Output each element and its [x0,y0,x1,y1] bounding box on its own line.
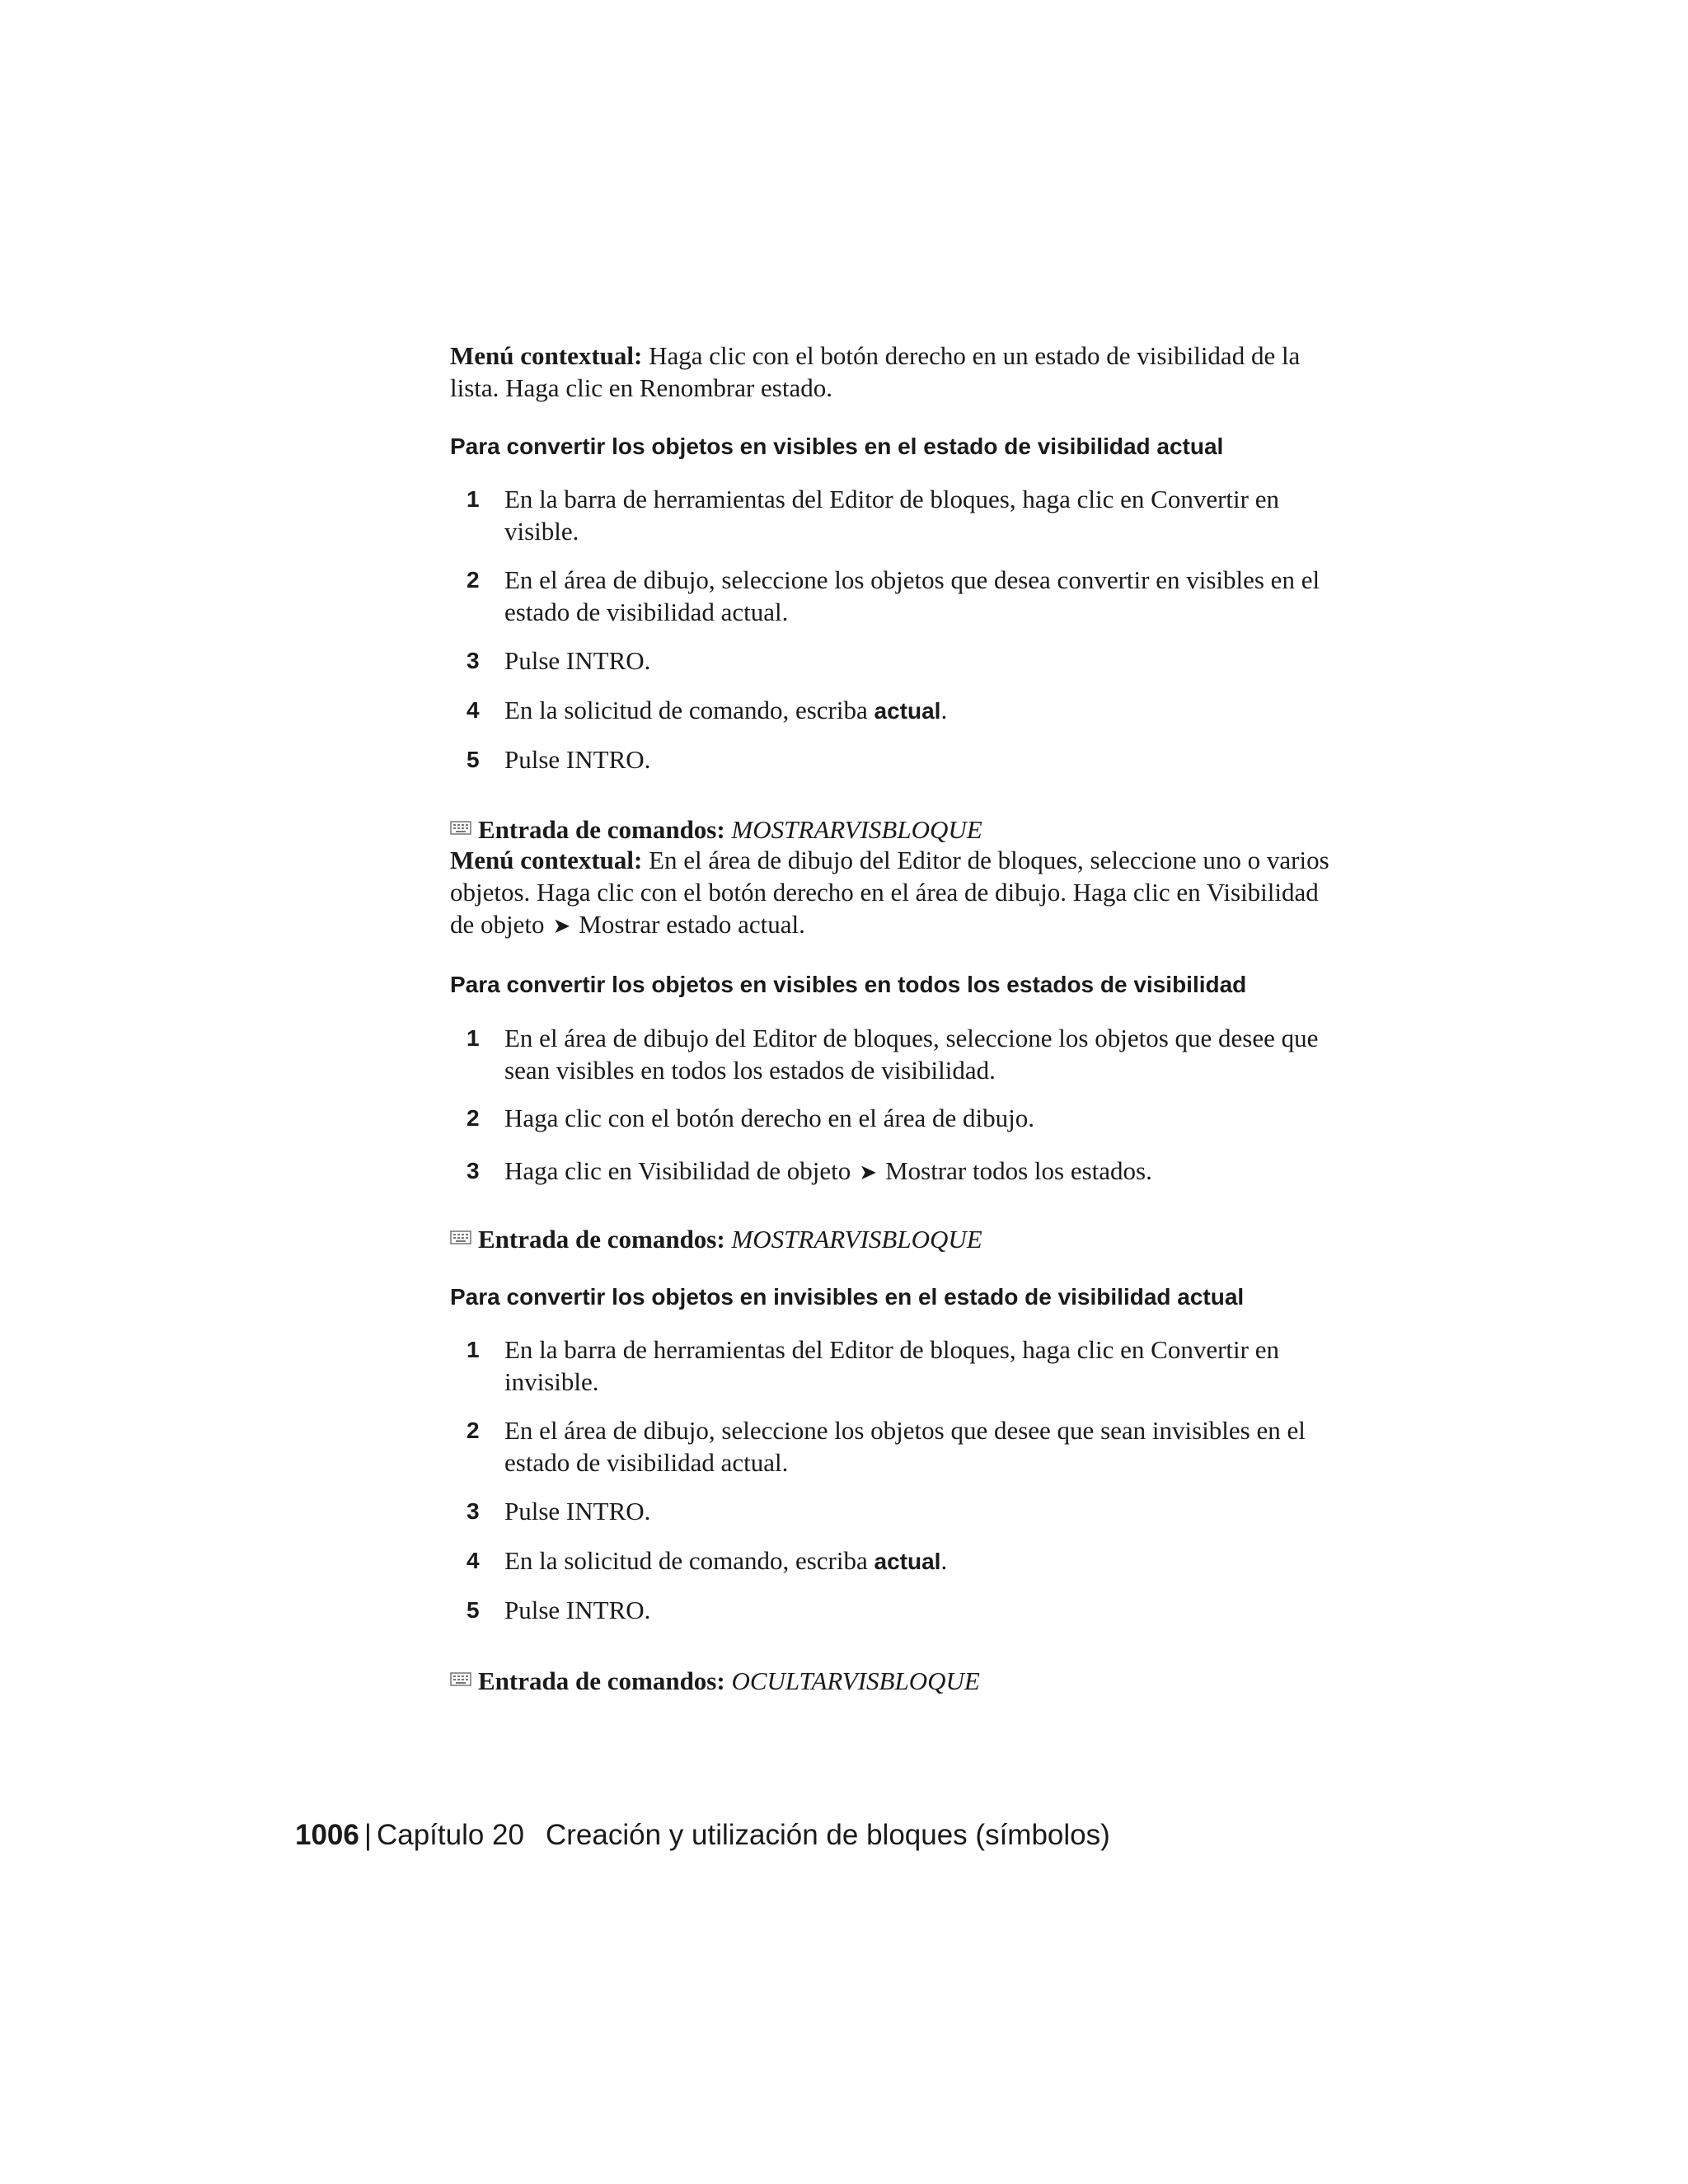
command-entry [450,1221,1332,1255]
step-text: En el área de dibujo, seleccione los objetos que desee que sean invisibles en el estado de visibilidad actual. [504,1416,1306,1477]
chapter-label: Capítulo 20 [376,1819,524,1851]
step-number: 5 [467,1597,480,1623]
menu-arrow-icon: ➤ [859,1160,878,1185]
step-number: 1 [467,486,480,512]
command-value: MOSTRARVISBLOQUE [731,1225,982,1254]
section-heading: Para convertir los objetos en invisibles en el estado de visibilidad actual [450,1284,1245,1310]
footer-separator: | [363,1819,372,1851]
step-number: 4 [467,1548,480,1573]
context-menu-label: Menú contextual: [450,341,643,370]
command-entry [450,812,1332,846]
command-label: Entrada de comandos: [478,815,725,844]
step-number: 1 [467,1025,480,1051]
step-text: Pulse INTRO. [504,1497,651,1526]
context-menu-tail: Mostrar estado actual. [579,910,805,939]
step-text: En la solicitud de comando, escriba [504,696,874,724]
step-text: En la solicitud de comando, escriba [504,1546,874,1575]
step-text: En la barra de herramientas del Editor de bloques, haga clic en Convertir en visible. [504,485,1279,546]
list-item [467,1544,1332,1577]
page-footer [295,1817,1110,1854]
step-number: 1 [467,1337,480,1362]
step-text: En el área de dibujo, seleccione los objetos que desea convertir en visibles en el estado de visibilidad actual. [504,565,1320,626]
step-text: Pulse INTRO. [504,1596,651,1624]
step-number: 4 [467,697,480,723]
step-number: 3 [467,648,480,673]
list-item [467,1102,1332,1134]
context-menu-text: Haga clic con el botón derecho en un estado de visibilidad de la lista. Haga clic en Renombrar estado. [450,341,1301,402]
keyboard-icon [450,1663,471,1695]
step-keyword: actual [874,698,941,724]
command-value: MOSTRARVISBLOQUE [731,815,982,844]
list-item [467,1594,1332,1626]
step-text: Haga clic con el botón derecho en el área de dibujo. [504,1104,1034,1132]
list-item [467,1155,1332,1189]
page-number: 1006 [295,1819,359,1851]
step-text: Pulse INTRO. [504,745,651,774]
step-text: Pulse INTRO. [504,646,651,675]
step-number: 3 [467,1498,480,1524]
context-menu [450,844,1332,943]
context-menu-text: En el área de dibujo del Editor de bloques, seleccione uno o varios objetos. Haga clic con el botón derecho en el área de dibujo. Haga clic en Visibilidad de objeto [450,846,1329,939]
step-tail: Mostrar todos los estados. [885,1156,1152,1185]
list-item [467,1022,1332,1086]
step-text: Haga clic en Visibilidad de objeto [504,1156,851,1185]
step-number: 5 [467,747,480,772]
list-item [467,483,1332,547]
intro-context-menu [450,340,1332,404]
list-item [467,1333,1332,1398]
section-heading: Para convertir los objetos en visibles en el estado de visibilidad actual [450,434,1224,459]
list-item [467,743,1332,776]
command-label: Entrada de comandos: [478,1666,725,1695]
menu-arrow-icon: ➤ [552,914,571,939]
list-item [467,1414,1332,1479]
step-text: En el área de dibujo del Editor de bloques, seleccione los objetos que desee que sean visibles en todos los estados de visibilidad. [504,1024,1319,1085]
chapter-title: Creación y utilización de bloques (símbolos) [546,1819,1110,1851]
step-number: 2 [467,1418,480,1443]
step-number: 2 [467,1105,480,1131]
step-text: En la barra de herramientas del Editor de bloques, haga clic en Convertir en invisible. [504,1335,1279,1396]
keyboard-icon [450,812,471,844]
section-heading: Para convertir los objetos en visibles en todos los estados de visibilidad [450,972,1247,997]
list-item [467,1495,1332,1527]
step-keyword: actual [874,1549,941,1574]
context-menu-label: Menú contextual: [450,846,643,874]
step-tail: . [940,1546,948,1575]
list-item [467,694,1332,727]
command-label: Entrada de comandos: [478,1225,725,1254]
step-number: 2 [467,567,480,593]
keyboard-icon [450,1221,471,1254]
list-item [467,564,1332,628]
list-item [467,644,1332,677]
step-tail: . [940,696,948,724]
command-entry [450,1663,1332,1697]
command-value: OCULTARVISBLOQUE [731,1666,980,1695]
step-number: 3 [467,1158,480,1183]
